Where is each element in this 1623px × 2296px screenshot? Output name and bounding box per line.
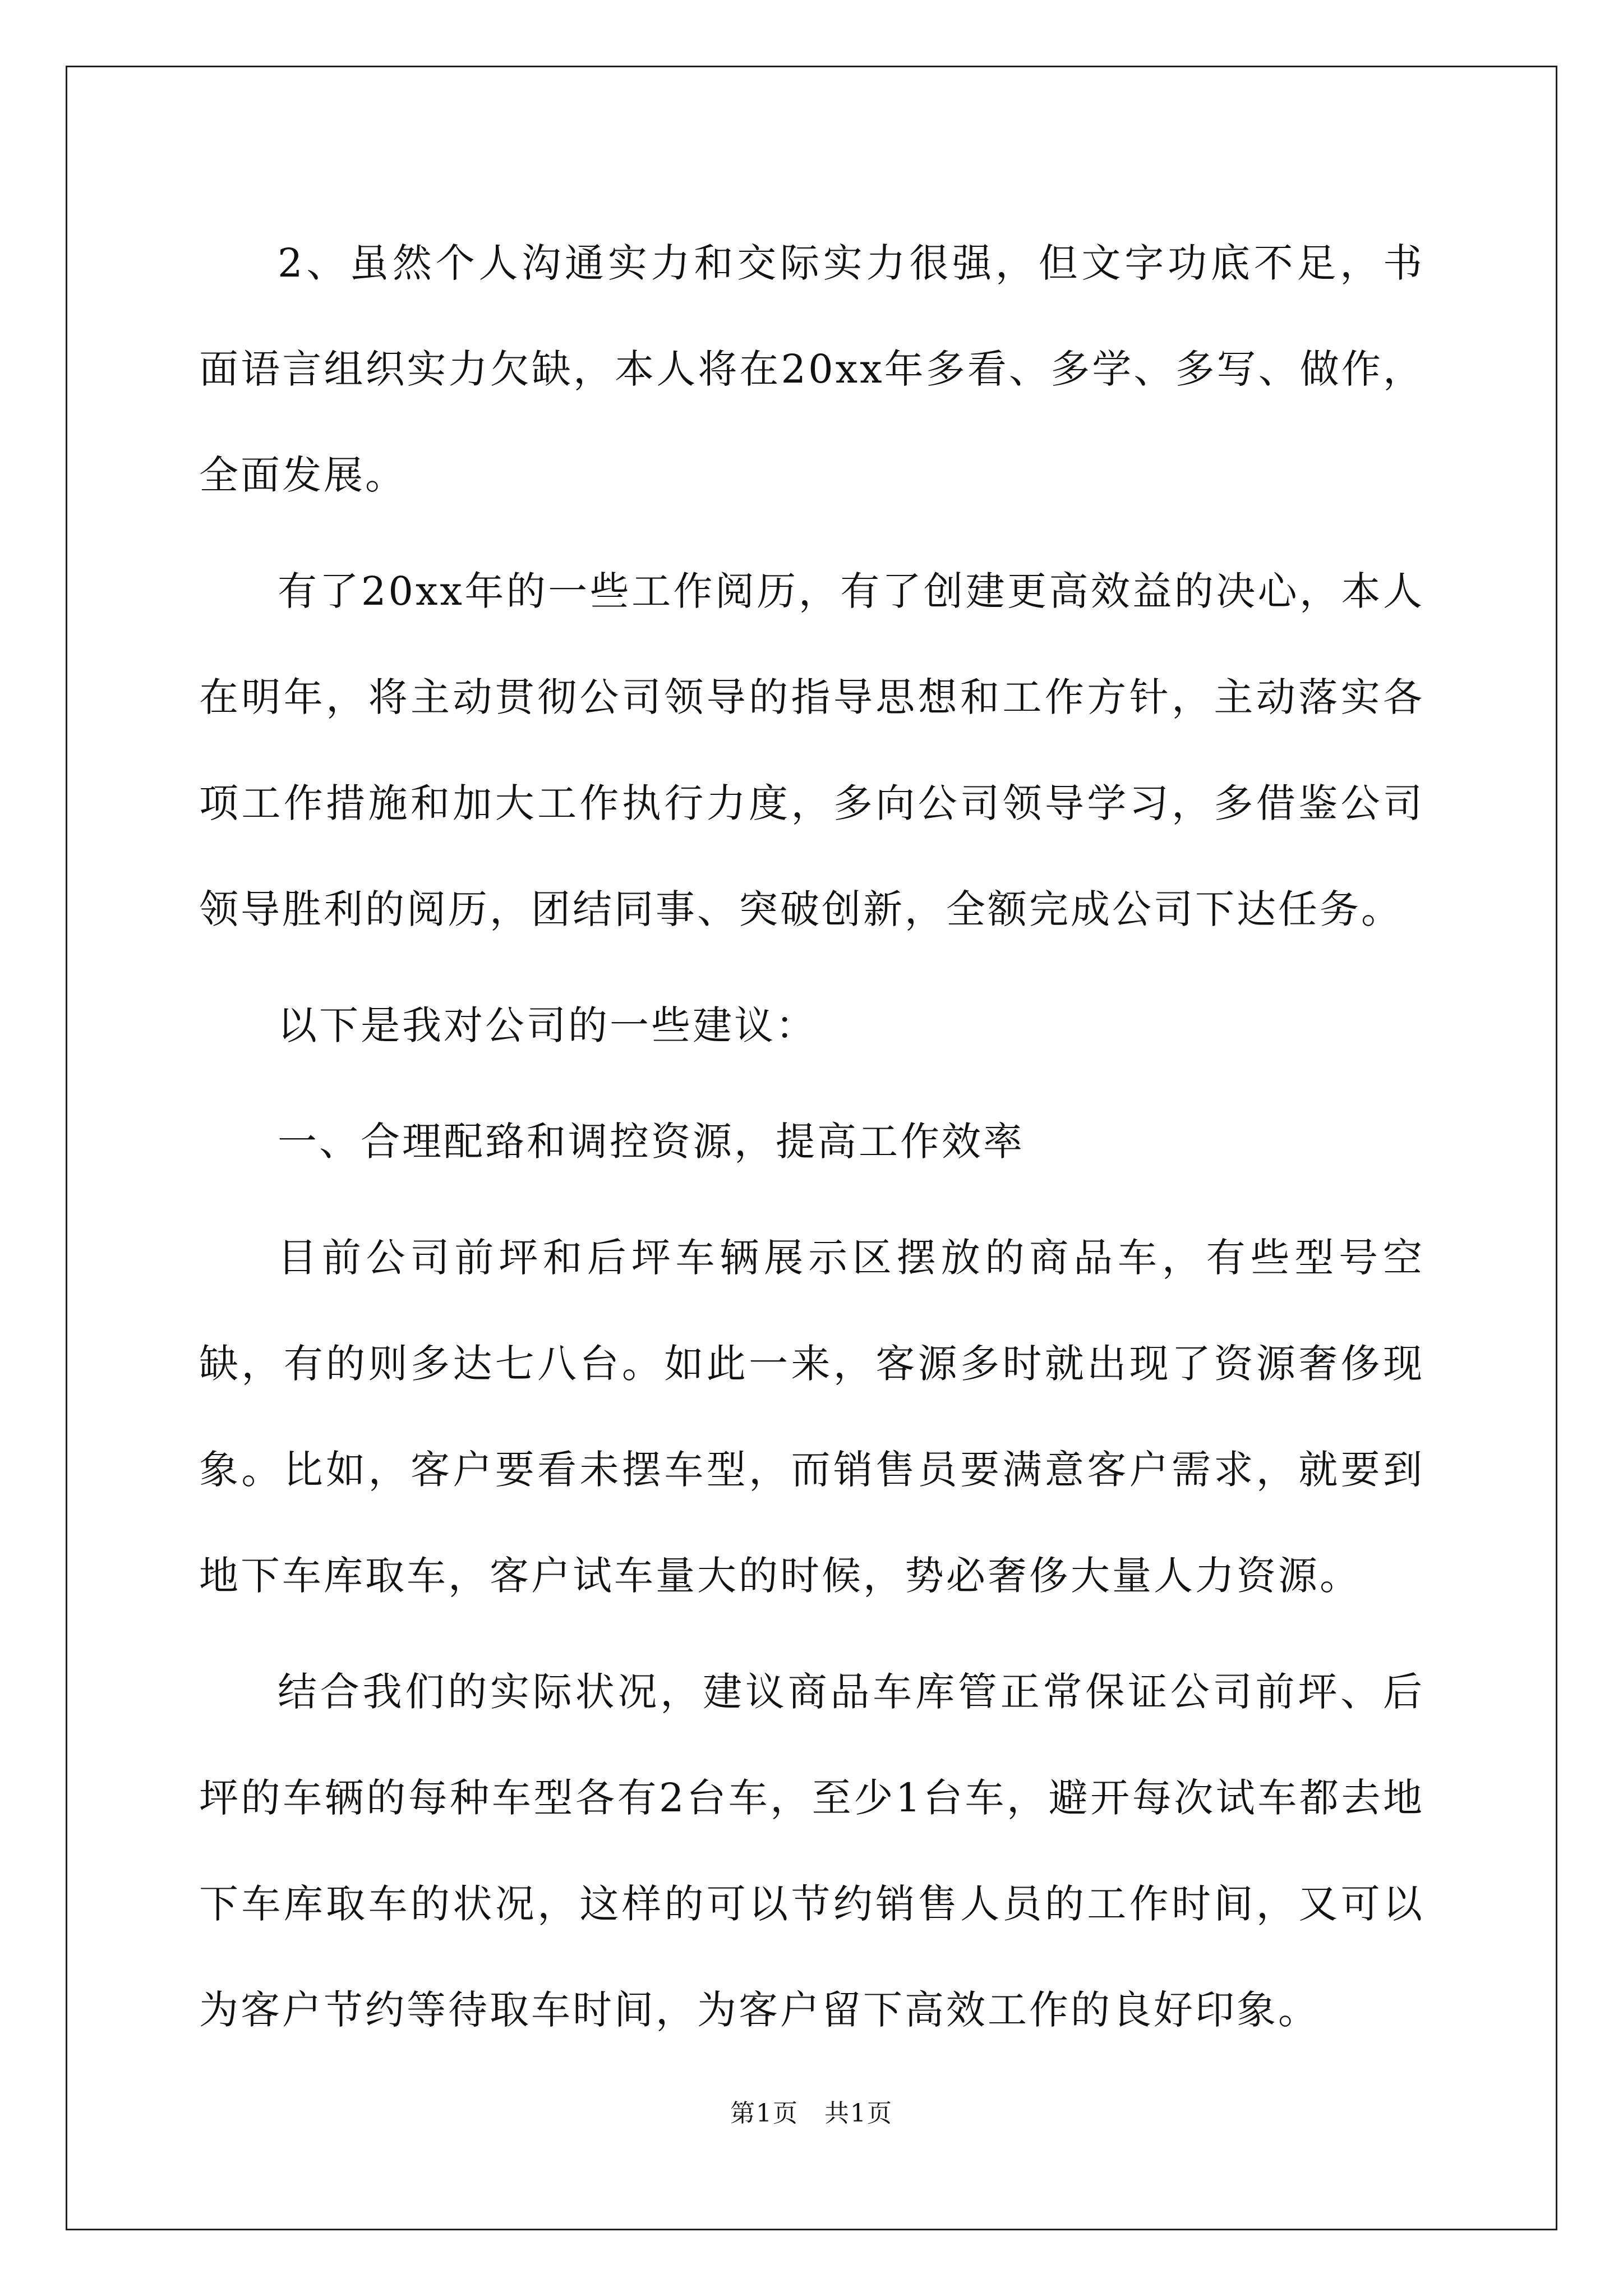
paragraph-1: 2、虽然个人沟通实力和交际实力很强，但文字功底不足，书面语言组织实力欠缺，本人将在20xx年多看、多学、多写、做作，全面发展。 <box>199 240 1424 498</box>
page-footer: 第1页 共1页 <box>730 2099 893 2128</box>
document-body <box>199 210 1424 2073</box>
paragraph-3: 以下是我对公司的一些建议： <box>278 1002 817 1048</box>
paragraph-2: 有了20xx年的一些工作阅历，有了创建更高效益的决心，本人在明年，将主动贯彻公司领导的指导思想和工作方针，主动落实各项工作措施和加大工作执行力度，多向公司领导学习，多借鉴公司领导胜利的阅历，团结同事、突破创新，全额完成公司下达任务。 <box>199 568 1424 932</box>
section-heading: 一、合理配臵和调控资源，提高工作效率 <box>278 1119 1025 1165</box>
paragraph-5: 目前公司前坪和后坪车辆展示区摆放的商品车，有些型号空缺，有的则多达七八台。如此一来，客源多时就出现了资源奢侈现象。比如，客户要看未摆车型，而销售员要满意客户需求，就要到地下车库取车，客户试车量大的时候，势必奢侈大量人力资源。 <box>199 1235 1424 1599</box>
paragraph-6: 结合我们的实际状况，建议商品车库管正常保证公司前坪、后坪的车辆的每种车型各有2台车，至少1台车，避开每次试车都去地下车库取车的状况，这样的可以节约销售人员的工作时间，又可以为客户节约等待取车时间，为客户留下高效工作的良好印象。 <box>199 1669 1424 2033</box>
